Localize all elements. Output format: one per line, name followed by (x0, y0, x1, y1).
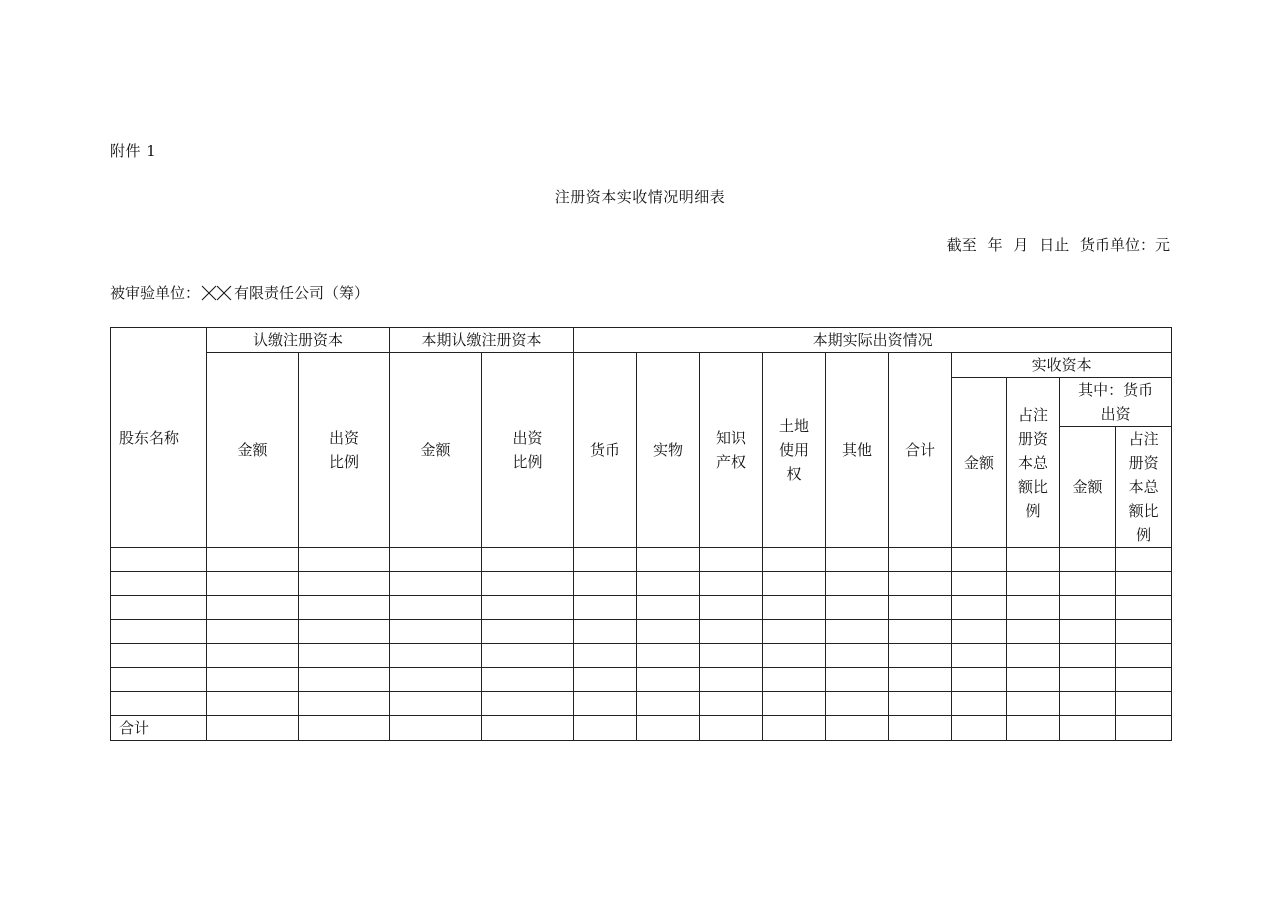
table-cell[interactable] (1060, 620, 1116, 644)
table-cell[interactable] (700, 572, 763, 596)
table-cell[interactable] (1007, 668, 1060, 692)
of-which-cash-header: 其中：货币 出资 (1060, 378, 1172, 427)
table-row (111, 572, 1172, 596)
table-cell[interactable] (207, 692, 299, 716)
audited-company-name: 有限责任公司（筹） (234, 284, 370, 302)
table-cell[interactable] (574, 548, 637, 572)
table-cell[interactable] (207, 716, 299, 741)
total-row-label: 合计 (111, 716, 207, 741)
table-cell[interactable] (1060, 644, 1116, 668)
table-cell[interactable] (390, 668, 482, 692)
page-title: 注册资本实收情况明细表 (554, 188, 726, 206)
table-cell[interactable] (700, 716, 763, 741)
table-row (111, 596, 1172, 620)
table-cell[interactable] (826, 548, 889, 572)
table-cell[interactable] (482, 572, 574, 596)
table-cell[interactable] (111, 668, 207, 692)
table-cell[interactable] (1007, 596, 1060, 620)
table-cell[interactable] (390, 692, 482, 716)
currency-unit-label: 货币单位：元 (1079, 236, 1170, 254)
table-cell[interactable] (1060, 716, 1116, 741)
table-cell[interactable] (574, 620, 637, 644)
table-cell[interactable] (574, 668, 637, 692)
as-of-label: 截至 (946, 236, 977, 254)
table-cell[interactable] (207, 620, 299, 644)
table-cell[interactable] (574, 716, 637, 741)
table-cell[interactable] (952, 668, 1007, 692)
day-end-label: 日止 (1039, 236, 1070, 254)
year-label: 年 (987, 236, 1003, 254)
table-cell[interactable] (111, 644, 207, 668)
table-cell[interactable] (952, 596, 1007, 620)
table-cell[interactable] (574, 692, 637, 716)
table-cell[interactable] (637, 620, 700, 644)
table-cell[interactable] (826, 692, 889, 716)
table-cell[interactable] (207, 572, 299, 596)
table-cell[interactable] (1007, 620, 1060, 644)
table-cell[interactable] (763, 620, 826, 644)
other-header: 其他 (826, 353, 889, 548)
table-cell[interactable] (390, 548, 482, 572)
table-cell[interactable] (637, 716, 700, 741)
subscribed-ratio-header: 出资 比例 (299, 353, 390, 548)
paid-in-amount-header: 金额 (952, 378, 1007, 548)
table-cell[interactable] (299, 692, 390, 716)
table-cell[interactable] (826, 644, 889, 668)
table-cell[interactable] (299, 596, 390, 620)
header-row-2 (111, 353, 1172, 378)
intellectual-property-header: 知识 产权 (700, 353, 763, 548)
shareholder-name-header: 股东名称 (111, 328, 207, 548)
subtotal-header: 合计 (889, 353, 952, 548)
table-cell[interactable] (482, 620, 574, 644)
header-row-1 (111, 328, 1172, 353)
table-cell[interactable] (299, 620, 390, 644)
table-body (111, 548, 1172, 716)
table-cell[interactable] (700, 548, 763, 572)
table-cell[interactable] (111, 596, 207, 620)
actual-contribution-header: 本期实际出资情况 (574, 328, 1172, 353)
paid-in-ratio-header: 占注 册资 本总 额比 例 (1007, 378, 1060, 548)
table-row (111, 692, 1172, 716)
table-cell[interactable] (889, 548, 952, 572)
current-subscribed-capital-header: 本期认缴注册资本 (390, 328, 574, 353)
subscribed-capital-header: 认缴注册资本 (207, 328, 390, 353)
table-cell[interactable] (889, 716, 952, 741)
table-cell[interactable] (1116, 572, 1172, 596)
table-cell[interactable] (889, 692, 952, 716)
table-cell[interactable] (637, 596, 700, 620)
cash-header: 货币 (574, 353, 637, 548)
table-cell[interactable] (700, 668, 763, 692)
table-cell[interactable] (1116, 716, 1172, 741)
table-cell[interactable] (637, 644, 700, 668)
table-cell[interactable] (482, 596, 574, 620)
table-cell[interactable] (1116, 620, 1172, 644)
current-ratio-header: 出资 比例 (482, 353, 574, 548)
table-cell[interactable] (207, 596, 299, 620)
table-cell[interactable] (1116, 692, 1172, 716)
table-cell[interactable] (299, 572, 390, 596)
table-cell[interactable] (763, 572, 826, 596)
table-cell[interactable] (1116, 596, 1172, 620)
table-cell[interactable] (111, 692, 207, 716)
audited-unit-prefix: 被审验单位： (110, 284, 201, 302)
table-cell[interactable] (111, 620, 207, 644)
table-cell[interactable] (1116, 548, 1172, 572)
table-cell[interactable] (1007, 572, 1060, 596)
date-currency-line (947, 234, 1170, 255)
table-cell[interactable] (1007, 644, 1060, 668)
table-cell[interactable] (1007, 548, 1060, 572)
table-cell[interactable] (1060, 596, 1116, 620)
table-cell[interactable] (826, 716, 889, 741)
table-cell[interactable] (637, 572, 700, 596)
table-cell[interactable] (952, 572, 1007, 596)
table-row (111, 668, 1172, 692)
table-cell[interactable] (1060, 548, 1116, 572)
audited-unit-line (110, 282, 369, 305)
subscribed-amount-header: 金额 (207, 353, 299, 548)
table-cell[interactable] (1116, 644, 1172, 668)
table-cell[interactable] (700, 644, 763, 668)
table-cell[interactable] (299, 644, 390, 668)
table-row (111, 620, 1172, 644)
table-cell[interactable] (111, 548, 207, 572)
table-cell[interactable] (889, 596, 952, 620)
table-cell[interactable] (482, 548, 574, 572)
table-cell[interactable] (299, 668, 390, 692)
table-cell[interactable] (952, 548, 1007, 572)
table-cell[interactable] (763, 692, 826, 716)
table-cell[interactable] (207, 668, 299, 692)
table-cell[interactable] (1007, 692, 1060, 716)
paid-in-capital-header: 实收资本 (952, 353, 1172, 378)
table-cell[interactable] (826, 596, 889, 620)
table-cell[interactable] (482, 668, 574, 692)
table-cell[interactable] (390, 596, 482, 620)
table-cell[interactable] (1116, 668, 1172, 692)
table-cell[interactable] (700, 596, 763, 620)
annex-label: 附件 1 (110, 142, 157, 160)
table-cell[interactable] (1060, 572, 1116, 596)
table-row (111, 644, 1172, 668)
table-cell[interactable] (763, 668, 826, 692)
table-row (111, 548, 1172, 572)
table-cell[interactable] (574, 596, 637, 620)
cash-ratio-header: 占注 册资 本总 额比 例 (1116, 427, 1172, 548)
table-cell[interactable] (207, 548, 299, 572)
table-cell[interactable] (763, 644, 826, 668)
table-cell[interactable] (1060, 668, 1116, 692)
land-use-right-header: 土地 使用 权 (763, 353, 826, 548)
table-cell[interactable] (889, 668, 952, 692)
month-label: 月 (1013, 236, 1029, 254)
table-cell[interactable] (763, 596, 826, 620)
capital-detail-table (110, 327, 1172, 741)
table-cell[interactable] (763, 548, 826, 572)
table-cell[interactable] (390, 572, 482, 596)
table-cell[interactable] (826, 620, 889, 644)
table-cell[interactable] (482, 692, 574, 716)
table-cell[interactable] (1060, 692, 1116, 716)
total-row (111, 716, 1172, 741)
table-cell[interactable] (700, 692, 763, 716)
table-cell[interactable] (700, 620, 763, 644)
table-cell[interactable] (889, 572, 952, 596)
table-cell[interactable] (763, 716, 826, 741)
table-cell[interactable] (390, 620, 482, 644)
table-cell[interactable] (390, 716, 482, 741)
table-cell[interactable] (952, 692, 1007, 716)
table-cell[interactable] (574, 572, 637, 596)
table-cell[interactable] (390, 644, 482, 668)
table-cell[interactable] (637, 692, 700, 716)
table-cell[interactable] (111, 572, 207, 596)
table-cell[interactable] (826, 572, 889, 596)
in-kind-header: 实物 (637, 353, 700, 548)
placeholder-xx-icon (201, 285, 233, 305)
table-cell[interactable] (637, 548, 700, 572)
cash-amount-header: 金额 (1060, 427, 1116, 548)
table-cell[interactable] (889, 620, 952, 644)
table-cell[interactable] (207, 644, 299, 668)
current-amount-header: 金额 (390, 353, 482, 548)
table-cell[interactable] (637, 668, 700, 692)
table-cell[interactable] (299, 548, 390, 572)
table-cell[interactable] (1007, 716, 1060, 741)
table-cell[interactable] (574, 644, 637, 668)
table-cell[interactable] (299, 716, 390, 741)
table-cell[interactable] (952, 620, 1007, 644)
table-cell[interactable] (482, 716, 574, 741)
table-cell[interactable] (482, 644, 574, 668)
table-cell[interactable] (952, 716, 1007, 741)
table-cell[interactable] (952, 644, 1007, 668)
table-cell[interactable] (889, 644, 952, 668)
table-cell[interactable] (826, 668, 889, 692)
